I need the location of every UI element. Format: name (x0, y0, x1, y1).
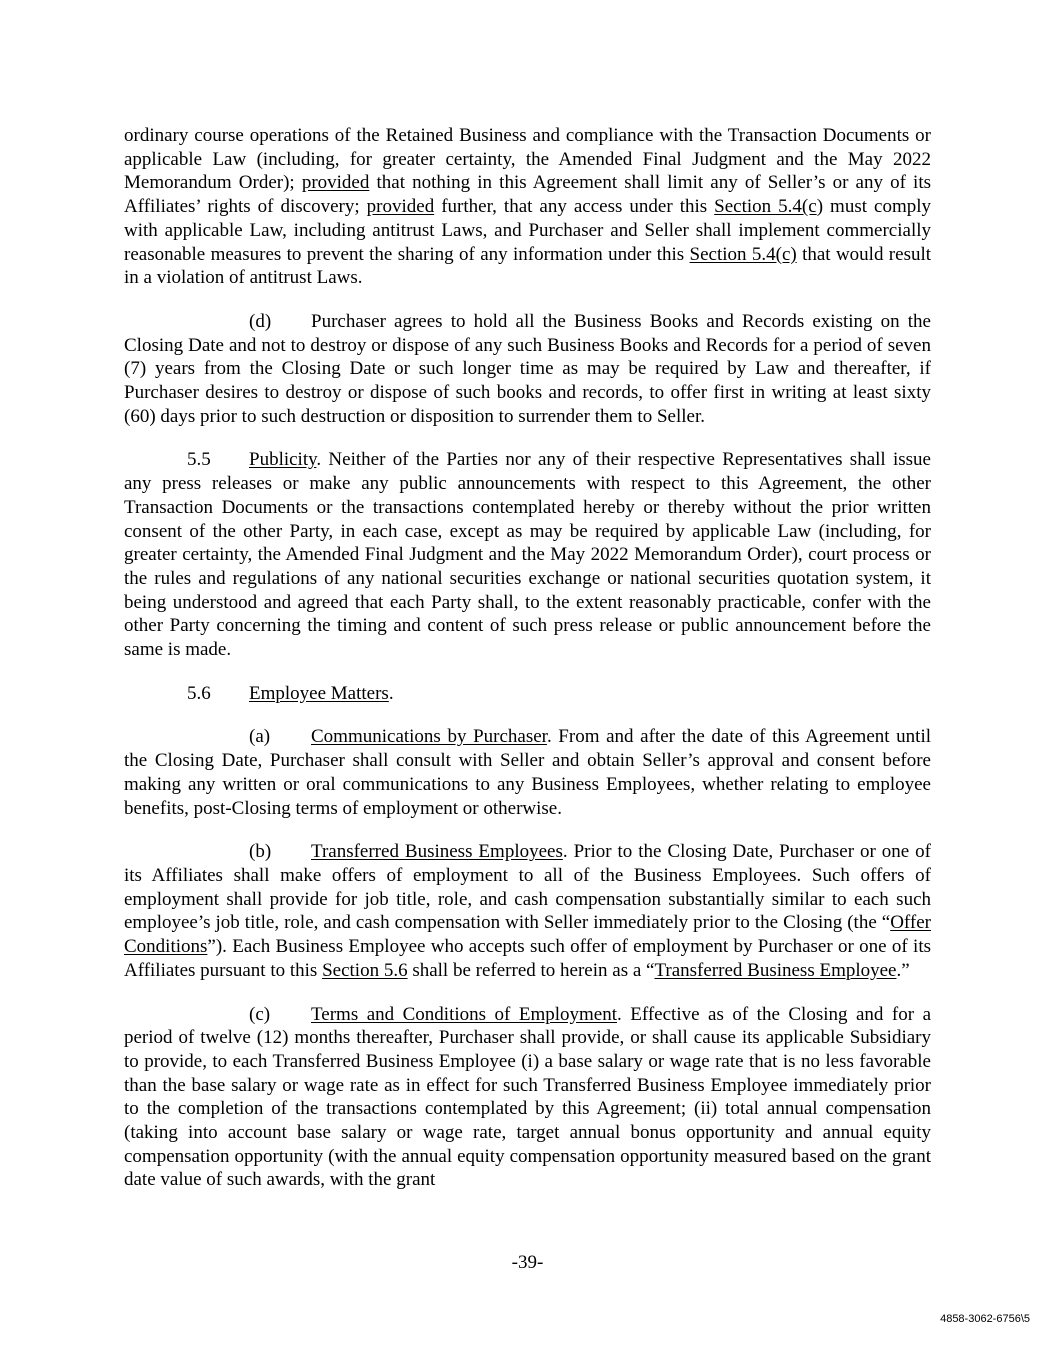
section-5-5-publicity: 5.5 Publicity. Neither of the Parties nor any of their respective Representatives shall issue any press releases or make any public announcements with respect to this Agreement, the other Transaction Documents or the transactions contemplated hereby or thereby without the prior written consent of the other Party, in each case, except as may be required by applicable Law (including, for greater certainty, the Amended Final Judgment and the May 2022 Memorandum Order), court process or the rules and regulations of any national securities exchange or national securities quotation system, it being understood and agreed that each Party shall, to the extent reasonably practicable, confer with the other Party concerning the timing and content of such press release or public announcement before the same is made. (124, 449, 931, 661)
provided-term: provided (366, 196, 435, 218)
defined-term: Offer Conditions (124, 912, 931, 958)
paragraph-5-6a: (a) Communications by Purchaser. From and after the date of this Agreement until the Closing Date, Purchaser shall consult with Seller and obtain Seller’s approval and consent before making any written or oral communications to any Business Employees, whether relating to employee benefits, post-Closing terms of employment or otherwise. (124, 726, 931, 819)
clause-label: (b) (249, 841, 272, 863)
defined-term: Transferred Business Employee (654, 959, 897, 981)
clause-heading: Transferred Business Employees (311, 841, 563, 863)
section-reference: Section 5.6 (322, 959, 408, 981)
paragraph-5-6c: (c) Terms and Conditions of Employment. Effective as of the Closing and for a period of twelve (12) months thereafter, Purchaser shall provide, or shall cause its applicable Subsidiary to provide, to each Transferred Business Employee (i) a base salary or wage rate that is no less favorable than the base salary or wage rate as in effect for such Transferred Business Employee immediately prior to the completion of the transactions contemplated by this Agreement; (ii) total annual compensation (taking into account base salary or wage rate, target annual bonus opportunity and annual equity compensation opportunity (with the annual equity compensation opportunity measured based on the grant date value of such awards, with the grant (124, 1003, 931, 1191)
section-5-6-employee-matters: 5.6 Employee Matters. (187, 682, 394, 704)
paragraph-5-4d: (d) Purchaser agrees to hold all the Business Books and Records existing on the Closing Date and not to destroy or dispose of any such Business Books and Records for a period of seven (7) years from the Closing Date or such longer time as may be required by Law and thereafter, if Purchaser desires to destroy or dispose of such books and records, to offer first in writing at least sixty (60) days prior to such destruction or disposition to surrender them to Seller. (124, 310, 931, 427)
section-heading: Publicity (249, 449, 317, 471)
section-number: 5.5 (187, 449, 211, 471)
paragraph-5-6b: (b) Transferred Business Employees. Prior to the Closing Date, Purchaser or one of its Affiliates shall make offers of employment to all of the Business Employees. Such offers of employment shall provide for job title, role, and cash compensation substantially similar to each such employee’s job title, role, and cash compensation with Seller immediately prior to the Closing (the “Offer Conditions”). Each Business Employee who accepts such offer of employment by Purchaser or one of its Affiliates pursuant to this Section 5.6 shall be referred to herein as a “Transferred Business Employee.” (124, 841, 931, 981)
clause-heading: Communications by Purchaser (311, 726, 547, 748)
document-body (124, 124, 931, 1212)
section-heading: Employee Matters (249, 682, 389, 704)
section-number: 5.6 (187, 682, 211, 704)
section-reference: Section 5.4(c) (689, 243, 797, 265)
paragraph-5-4c-continuation: ordinary course operations of the Retained Business and compliance with the Transaction Documents or applicable Law (including, for greater certainty, the Amended Final Judgment and the May 2022 Memorandum Order); provided that nothing in this Agreement shall limit any of Seller’s or any of its Affiliates’ rights of discovery; provided further, that any access under this Section 5.4(c) must comply with applicable Law, including antitrust Laws, and Purchaser and Seller shall implement commercially reasonable measures to prevent the sharing of any information under this Section 5.4(c) that would result in a violation of antitrust Laws. (124, 125, 932, 289)
clause-label: (a) (249, 726, 271, 748)
document-id: 4858-3062-6756\5 (940, 1313, 1030, 1325)
section-reference: Section 5.4(c (714, 196, 817, 218)
clause-label: (d) (249, 310, 272, 332)
clause-heading: Terms and Conditions of Employment (311, 1003, 618, 1025)
provided-term: provided (301, 172, 370, 194)
page-number: -39- (511, 1252, 544, 1273)
clause-label: (c) (249, 1003, 271, 1025)
